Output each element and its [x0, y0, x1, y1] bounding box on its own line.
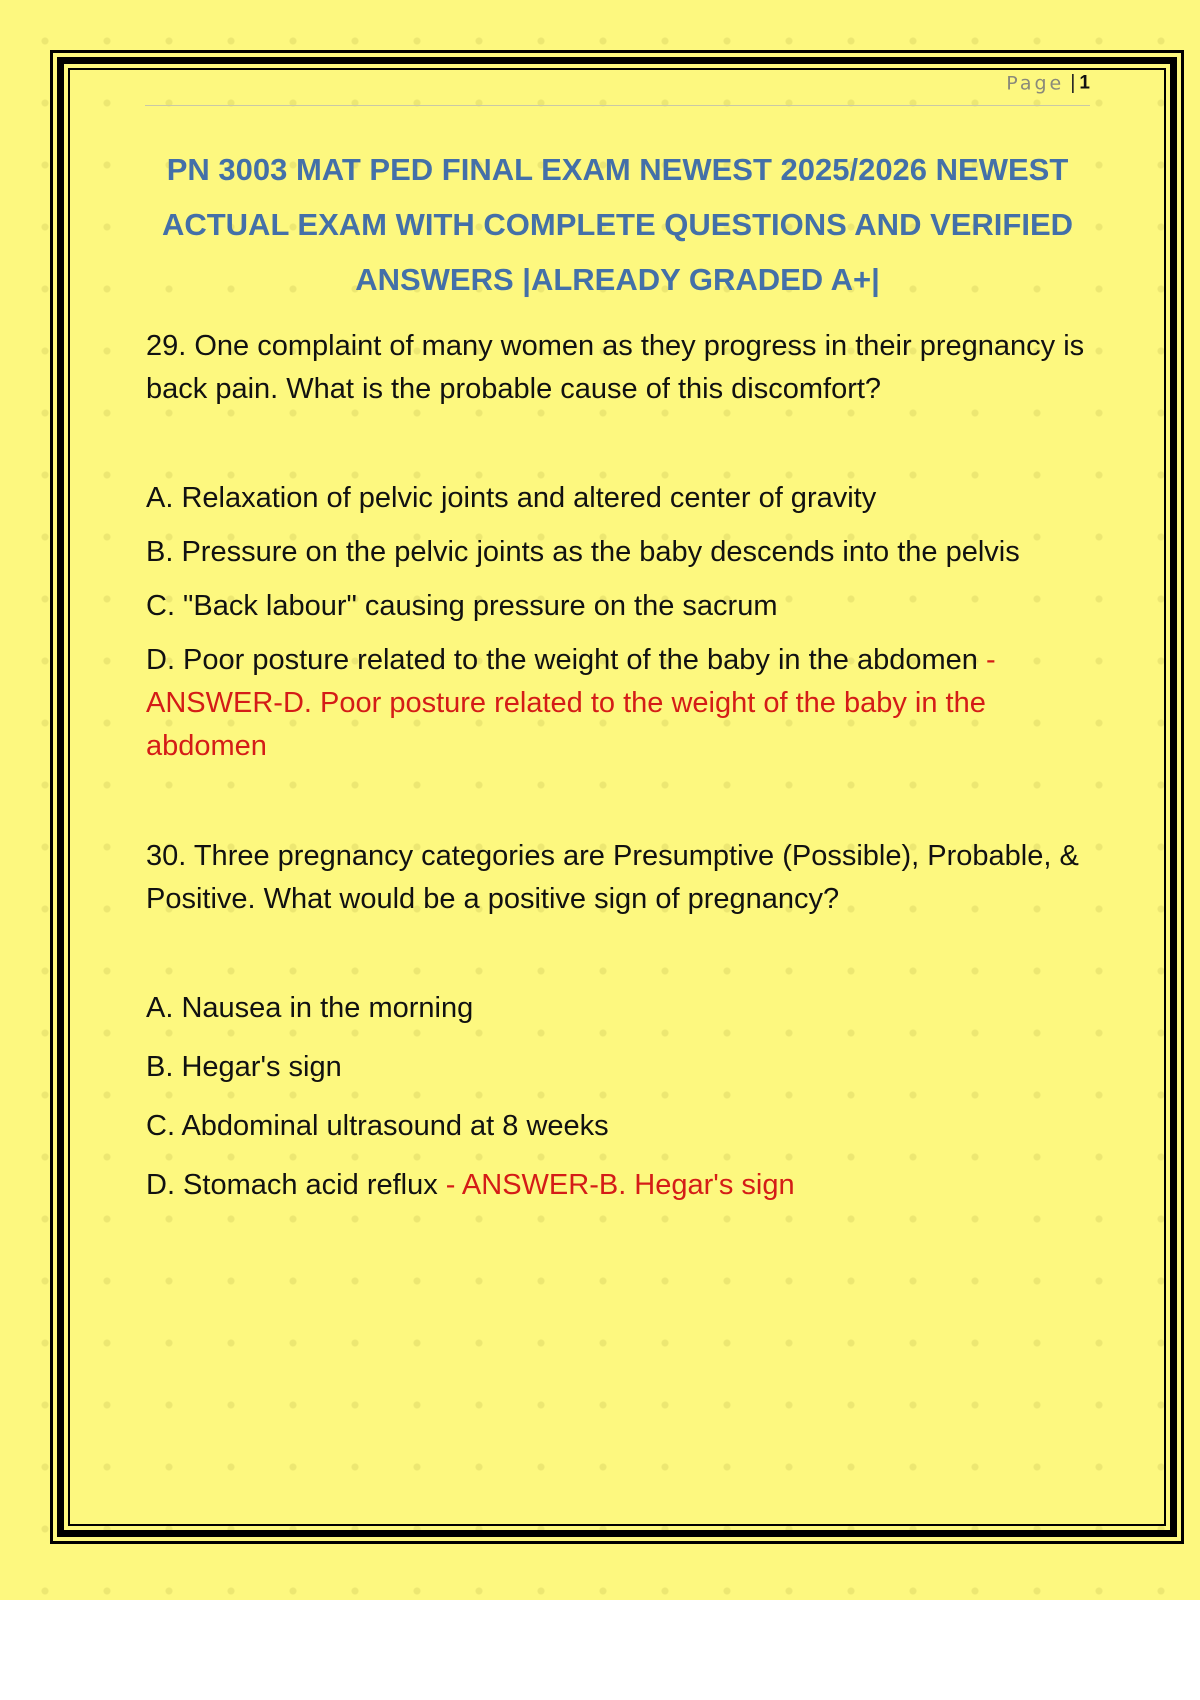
answer-option-text: D. Stomach acid reflux: [146, 1169, 438, 1201]
answer-option: B. Pressure on the pelvic joints as the baby descends into the pelvis: [146, 536, 1020, 568]
answer-option: C. "Back labour" causing pressure on the sacrum: [146, 590, 778, 622]
question-text: 30. Three pregnancy categories are Presumptive (Possible), Probable, & Positive. What would be a positive sign of pregnancy?: [146, 840, 1079, 915]
exam-content: [146, 325, 1096, 1207]
correct-answer: - ANSWER-D. Poor posture related to the weight of the baby in the abdomen: [146, 644, 996, 762]
answer-option-with-answer: [146, 639, 1096, 768]
page-label: Page: [1006, 72, 1065, 95]
answer-option-with-answer: [146, 1164, 1096, 1207]
correct-answer: - ANSWER-B. Hegar's sign: [445, 1169, 795, 1201]
answer-option: B. Hegar's sign: [146, 1051, 342, 1083]
answer-option: A. Relaxation of pelvic joints and altered center of gravity: [146, 482, 877, 514]
answer-option: C. Abdominal ultrasound at 8 weeks: [146, 1110, 609, 1142]
answer-option-text: D. Poor posture related to the weight of the baby in the abdomen: [146, 644, 978, 676]
page-separator: |: [1070, 72, 1076, 94]
question-text: 29. One complaint of many women as they progress in their pregnancy is back pain. What is the probable cause of this discomfort?: [146, 330, 1085, 405]
document-title: PN 3003 MAT PED FINAL EXAM NEWEST 2025/2026 NEWEST ACTUAL EXAM WITH COMPLETE QUESTIONS AND VERIFIED ANSWERS |ALREADY GRADED A+|: [161, 152, 1074, 297]
page-header: [145, 72, 1090, 106]
answer-option: A. Nausea in the morning: [146, 992, 474, 1024]
page-number: 1: [1079, 72, 1090, 94]
